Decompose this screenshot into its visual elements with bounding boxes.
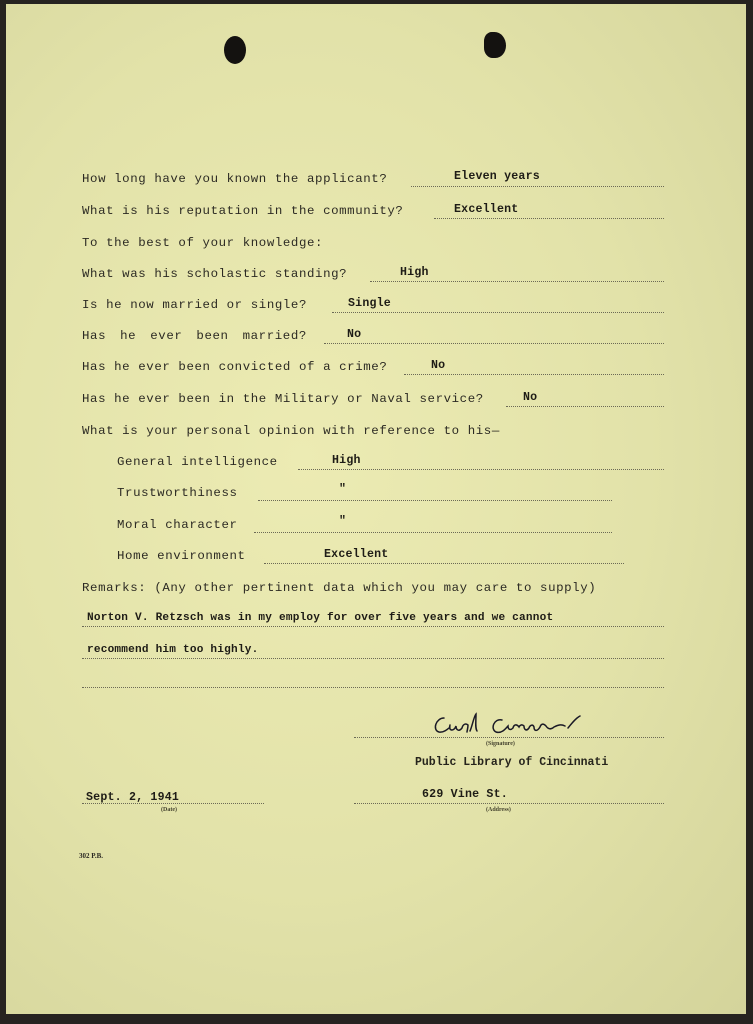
answer-convicted: No: [431, 359, 446, 372]
answer-line: [298, 469, 664, 470]
answer-line: [332, 312, 664, 313]
question-scholastic: What was his scholastic standing?: [82, 267, 348, 281]
reference-form-sheet: [6, 4, 746, 1014]
question-intelligence: General intelligence: [117, 455, 278, 469]
form-number: 302 P.B.: [79, 852, 104, 860]
answer-moral-character: ": [339, 515, 347, 528]
answer-intelligence: High: [332, 454, 361, 467]
remarks-line-2: [82, 658, 664, 659]
knowledge-intro: To the best of your knowledge:: [82, 236, 324, 250]
answer-line: [404, 374, 664, 375]
answer-line: [258, 500, 612, 501]
answer-ever-married: No: [347, 328, 362, 341]
answer-line: [434, 218, 664, 219]
answer-line: [411, 186, 664, 187]
question-reputation: What is his reputation in the community?: [82, 204, 404, 218]
answer-home-environment: Excellent: [324, 548, 389, 561]
opinion-intro: What is your personal opinion with reference to his—: [82, 424, 500, 438]
answer-known-applicant: Eleven years: [454, 170, 540, 183]
answer-scholastic: High: [400, 266, 429, 279]
punch-hole-right: [484, 32, 506, 58]
remarks-text-line-1: Norton V. Retzsch was in my employ for over five years and we cannot: [87, 612, 554, 624]
date-caption: (Date): [161, 807, 177, 813]
punch-hole-left: [224, 36, 246, 64]
address-value: 629 Vine St.: [422, 788, 508, 801]
question-ever-married: Has he ever been married?: [82, 329, 307, 343]
question-military: Has he ever been in the Military or Naval service?: [82, 392, 484, 406]
signature-caption: (Signature): [486, 741, 515, 747]
answer-military: No: [523, 391, 538, 404]
organization-name: Public Library of Cincinnati: [415, 756, 609, 769]
date-value: Sept. 2, 1941: [86, 791, 180, 804]
answer-trustworthiness: ": [339, 483, 347, 496]
date-line: [82, 803, 264, 804]
answer-reputation: Excellent: [454, 203, 519, 216]
question-convicted: Has he ever been convicted of a crime?: [82, 360, 388, 374]
remarks-text-line-2: recommend him too highly.: [87, 644, 259, 656]
question-home-environment: Home environment: [117, 549, 246, 563]
remarks-line-1: [82, 626, 664, 627]
question-moral-character: Moral character: [117, 518, 238, 532]
answer-line: [370, 281, 664, 282]
answer-married-single: Single: [348, 297, 391, 310]
address-caption: (Address): [486, 807, 511, 813]
question-married-single: Is he now married or single?: [82, 298, 307, 312]
answer-line: [324, 343, 664, 344]
remarks-line-3: [82, 687, 664, 688]
address-line: [354, 803, 664, 804]
signature-line: [354, 737, 664, 738]
question-known-applicant: How long have you known the applicant?: [82, 172, 388, 186]
remarks-label: Remarks: (Any other pertinent data which you may care to supply): [82, 581, 597, 595]
answer-line: [254, 532, 612, 533]
answer-line: [264, 563, 624, 564]
handwritten-signature: [430, 710, 590, 740]
answer-line: [506, 406, 664, 407]
question-trustworthiness: Trustworthiness: [117, 486, 238, 500]
